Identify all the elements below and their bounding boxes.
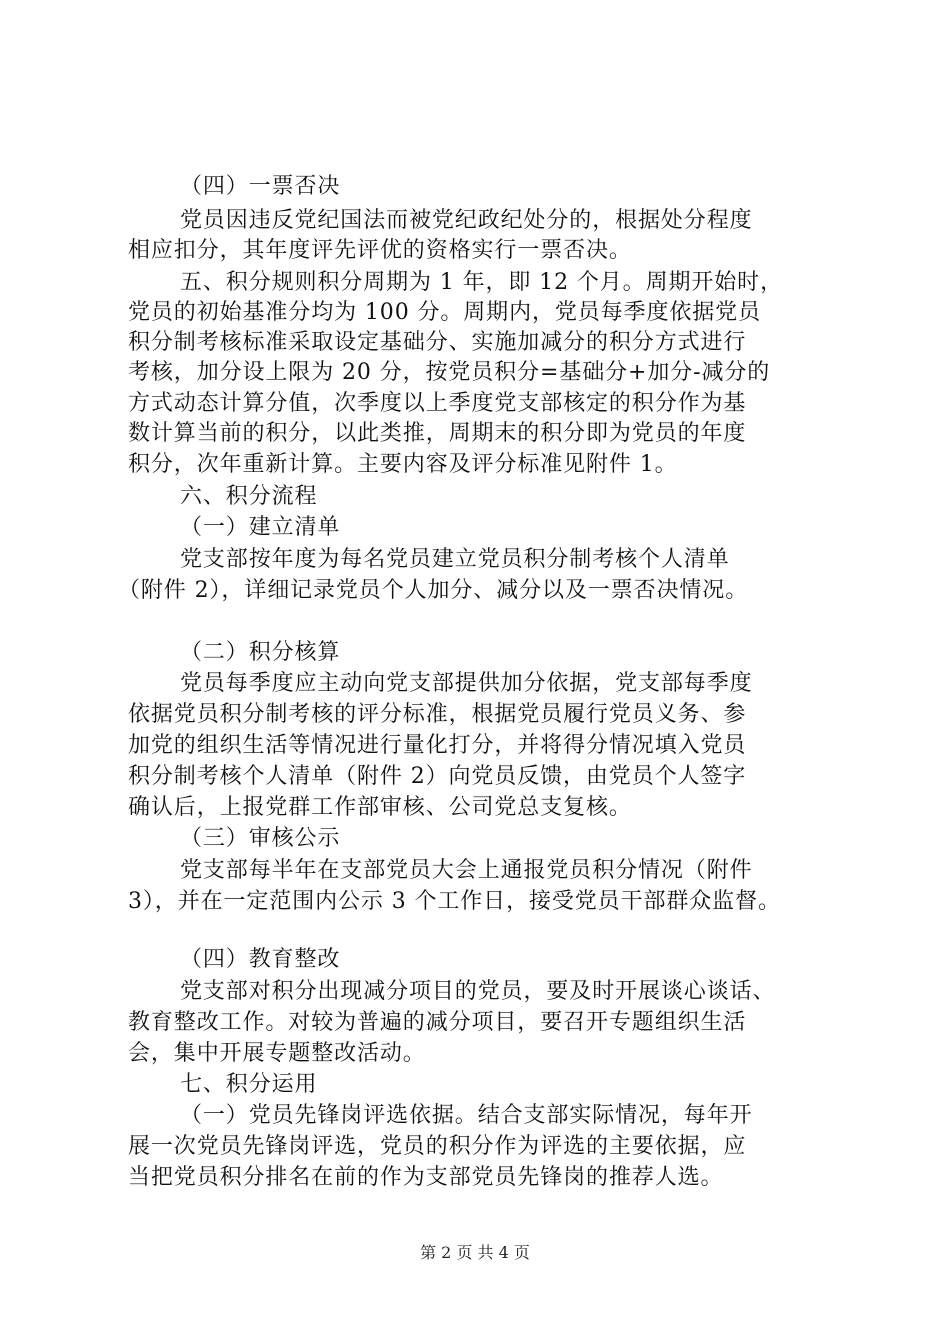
paragraph-line: （一）党员先锋岗评选依据。结合支部实际情况，每年开 <box>180 1103 753 1128</box>
paragraph-line: 党支部按年度为每名党员建立党员积分制考核个人清单 <box>180 547 730 572</box>
paragraph-line: 积分制考核个人清单（附件 2）向党员反馈，由党员个人签字 <box>128 764 747 789</box>
page-number-footer: 第 2 页 共 4 页 <box>420 1243 530 1262</box>
paragraph-line: 依据党员积分制考核的评分标准，根据党员履行党员义务、参 <box>128 702 747 727</box>
paragraph-line: 展一次党员先锋岗评选，党员的积分作为评选的主要依据，应 <box>128 1134 747 1159</box>
paragraph-line: （附件 2），详细记录党员个人加分、减分以及一票否决情况。 <box>118 578 749 603</box>
subheading-rectification: （四）教育整改 <box>180 947 341 972</box>
section-heading-usage: 七、积分运用 <box>180 1072 318 1097</box>
subheading-review: （三）审核公示 <box>180 826 341 851</box>
paragraph-line: 党支部每半年在支部党员大会上通报党员积分情况（附件 <box>180 858 753 883</box>
paragraph-line: 确认后，上报党群工作部审核、公司党总支复核。 <box>128 795 632 820</box>
paragraph-line: 方式动态计算分值，次季度以上季度党支部核定的积分作为基 <box>128 391 747 416</box>
section-heading-rules: 五、积分规则积分周期为 1 年，即 12 个月。周期开始时， <box>180 270 783 295</box>
paragraph-line: 党支部对积分出现减分项目的党员，要及时开展谈心谈话、 <box>180 979 776 1004</box>
paragraph-line: 3），并在一定范围内公示 3 个工作日，接受党员干部群众监督。 <box>128 889 781 914</box>
paragraph-line: 加党的组织生活等情况进行量化打分，并将得分情况填入党员 <box>128 733 747 758</box>
paragraph-line: 积分制考核标准采取设定基础分、实施加减分的积分方式进行 <box>128 330 747 355</box>
paragraph-line: 党员每季度应主动向党支部提供加分依据，党支部每季度 <box>180 671 753 696</box>
subheading-veto: （四）一票否决 <box>180 174 341 199</box>
paragraph-line: 相应扣分，其年度评先评优的资格实行一票否决。 <box>128 238 632 263</box>
paragraph-line: 会，集中开展专题整改活动。 <box>128 1041 426 1066</box>
paragraph-line: 数计算当前的积分，以此类推，周期末的积分即为党员的年度 <box>128 421 747 446</box>
paragraph-line: 党员的初始基准分均为 100 分。周期内，党员每季度依据党员 <box>128 300 761 325</box>
paragraph-line: 当把党员积分排名在前的作为支部党员先锋岗的推荐人选。 <box>128 1165 724 1190</box>
paragraph-line: 教育整改工作。对较为普遍的减分项目，要召开专题组织生活 <box>128 1010 747 1035</box>
section-heading-process: 六、积分流程 <box>180 484 318 509</box>
paragraph-line: 考核，加分设上限为 20 分，按党员积分=基础分+加分-减分的 <box>128 360 771 385</box>
subheading-list: （一）建立清单 <box>180 515 341 540</box>
paragraph-line: 积分，次年重新计算。主要内容及评分标准见附件 1。 <box>128 452 678 477</box>
paragraph-line: 党员因违反党纪国法而被党纪政纪处分的，根据处分程度 <box>180 208 753 233</box>
subheading-calculation: （二）积分核算 <box>180 640 341 665</box>
